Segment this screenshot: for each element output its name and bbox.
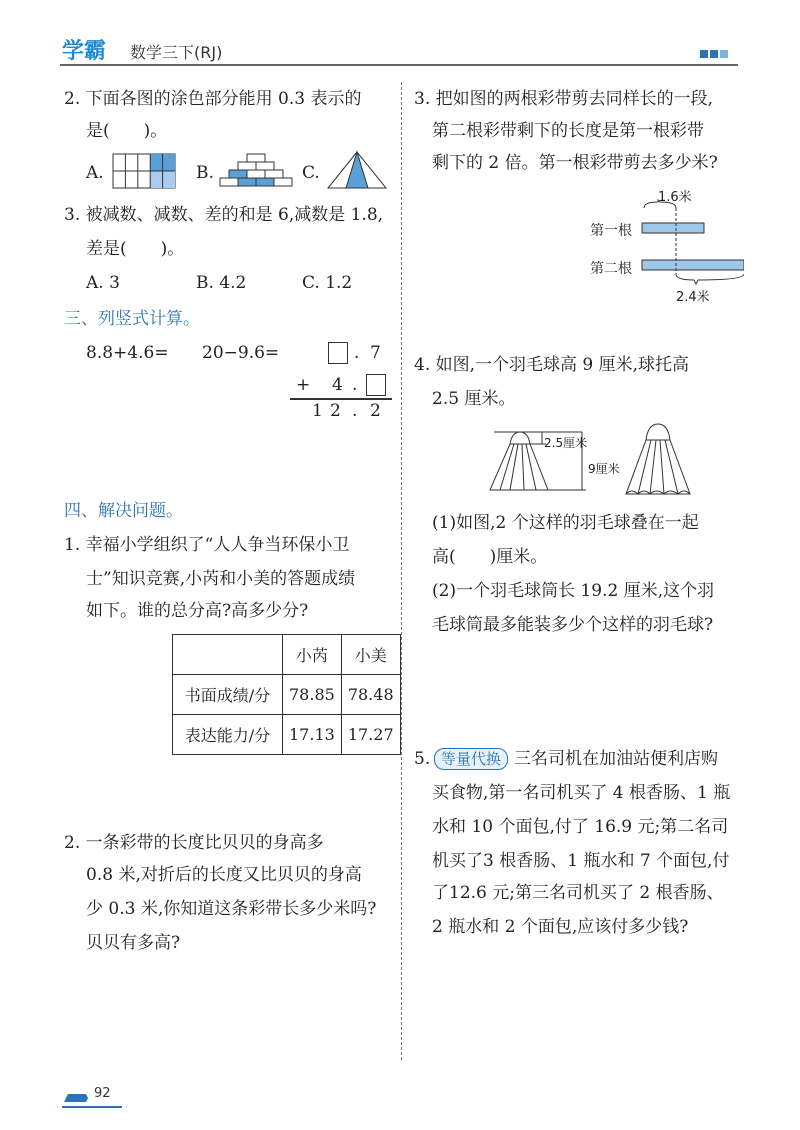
digit: . bbox=[354, 343, 360, 363]
q3-line2: 差是( )。 bbox=[86, 239, 185, 259]
p1-line3: 如下。谁的总分高?高多少分? bbox=[86, 601, 309, 621]
calc-expr-2: 20−9.6= bbox=[202, 343, 280, 363]
q2-option-c: C. bbox=[302, 163, 320, 183]
column-divider bbox=[401, 82, 402, 1060]
header-square-icon bbox=[700, 50, 708, 58]
q3-option-a: A. 3 bbox=[86, 273, 120, 293]
brick-pyramid-figure bbox=[218, 152, 294, 190]
page-number: 92 bbox=[94, 1086, 111, 1101]
digit: 1 bbox=[312, 401, 323, 421]
table-cell: 17.27 bbox=[341, 715, 400, 755]
digit: . bbox=[352, 401, 358, 421]
shuttlecock-diagram bbox=[486, 418, 696, 500]
r4-sub1-line2: 高( )厘米。 bbox=[432, 547, 548, 567]
r3-line2: 第二根彩带剩下的长度是第一根彩带 bbox=[432, 121, 704, 141]
table-cell bbox=[173, 635, 283, 675]
r5-line4: 机买了3 根香肠、1 瓶水和 7 个面包,付 bbox=[432, 851, 730, 871]
digit: . bbox=[352, 375, 358, 395]
book-title: 数学三下(RJ) bbox=[130, 43, 223, 62]
table-row bbox=[173, 635, 401, 675]
q2-line1: 2. 下面各图的涂色部分能用 0.3 表示的 bbox=[64, 89, 362, 109]
table-cell: 17.13 bbox=[283, 715, 342, 755]
r5-line6: 2 瓶水和 2 个面包,应该付多少钱? bbox=[432, 917, 689, 937]
p2-line3: 少 0.3 米,你知道这条彩带长多少米吗? bbox=[86, 899, 377, 919]
q3-option-c: C. 1.2 bbox=[302, 273, 353, 293]
calc-expr-1: 8.8+4.6= bbox=[86, 343, 169, 363]
p2-line4: 贝贝有多高? bbox=[86, 933, 181, 953]
p2-line1: 2. 一条彩带的长度比贝贝的身高多 bbox=[64, 833, 324, 853]
section-4-title: 四、解决问题。 bbox=[64, 501, 183, 521]
digit: 4 bbox=[332, 375, 343, 395]
header-rule bbox=[60, 64, 738, 66]
table-header: 小美 bbox=[341, 635, 400, 675]
p1-line2: 士”知识竞赛,小芮和小美的答题成绩 bbox=[86, 569, 356, 589]
ribbon-first-label: 第一根 bbox=[590, 223, 632, 239]
table-cell: 78.48 bbox=[341, 675, 400, 715]
r5-line1: 三名司机在加油站便利店购 bbox=[514, 749, 718, 769]
pencil-icon bbox=[62, 1090, 90, 1104]
r4-line2: 2.5 厘米。 bbox=[432, 389, 516, 409]
tag-badge: 等量代换 bbox=[434, 748, 508, 770]
r5-line5: 了12.6 元;第三名司机买了 2 根香肠、 bbox=[432, 883, 724, 903]
table-cell: 书面成绩/分 bbox=[173, 675, 283, 715]
triangle-figure bbox=[326, 150, 388, 190]
q2-option-a: A. bbox=[86, 163, 104, 183]
p2-line2: 0.8 米,对折后的长度又比贝贝的身高 bbox=[86, 865, 362, 885]
r5-line3: 水和 10 个面包,付了 16.9 元;第二名司 bbox=[432, 817, 729, 837]
digit: 2 bbox=[370, 401, 381, 421]
cap-height-label: 2.5厘米 bbox=[544, 436, 588, 450]
footer-rule bbox=[62, 1106, 122, 1108]
table-cell: 表达能力/分 bbox=[173, 715, 283, 755]
ribbon-diagram bbox=[634, 198, 744, 290]
r4-sub2-line1: (2)一个羽毛球筒长 19.2 厘米,这个羽 bbox=[432, 581, 715, 601]
q2-line2: 是( )。 bbox=[86, 121, 168, 141]
score-table bbox=[172, 634, 401, 755]
q3-option-b: B. 4.2 bbox=[196, 273, 247, 293]
table-cell: 78.85 bbox=[283, 675, 342, 715]
r4-line1: 4. 如图,一个羽毛球高 9 厘米,球托高 bbox=[414, 355, 690, 375]
plus-sign: + bbox=[296, 375, 311, 395]
header-square-icon bbox=[720, 50, 728, 58]
r5-line2: 买食物,第一名司机买了 4 根香肠、1 瓶 bbox=[432, 783, 731, 803]
q3-line1: 3. 被减数、减数、差的和是 6,减数是 1.8, bbox=[64, 205, 384, 225]
digit: 7 bbox=[370, 343, 381, 363]
grid-figure bbox=[112, 153, 176, 189]
r4-sub1-line1: (1)如图,2 个这样的羽毛球叠在一起 bbox=[432, 513, 699, 533]
blank-box[interactable] bbox=[366, 374, 386, 396]
section-3-title: 三、列竖式计算。 bbox=[64, 309, 200, 329]
brand-logo: 学霸 bbox=[62, 39, 107, 64]
table-row bbox=[173, 715, 401, 755]
digit: 2 bbox=[330, 401, 341, 421]
table-row bbox=[173, 675, 401, 715]
r3-line3: 剩下的 2 倍。第一根彩带剪去多少米? bbox=[432, 153, 718, 173]
r4-sub2-line2: 毛球筒最多能装多少个这样的羽毛球? bbox=[432, 615, 714, 635]
r3-line1: 3. 把如图的两根彩带剪去同样长的一段, bbox=[414, 89, 714, 109]
r5-number: 5. bbox=[414, 749, 431, 769]
p1-line1: 1. 幸福小学组织了“人人争当环保小卫 bbox=[64, 535, 350, 555]
ribbon-top-label: 1.6米 bbox=[658, 190, 692, 205]
table-header: 小芮 bbox=[283, 635, 342, 675]
q2-option-b: B. bbox=[196, 163, 214, 183]
header-square-icon bbox=[710, 50, 718, 58]
blank-box[interactable] bbox=[328, 342, 348, 364]
total-height-label: 9厘米 bbox=[588, 462, 620, 476]
ribbon-bottom-label: 2.4米 bbox=[676, 290, 710, 305]
ribbon-second-label: 第二根 bbox=[590, 261, 632, 277]
